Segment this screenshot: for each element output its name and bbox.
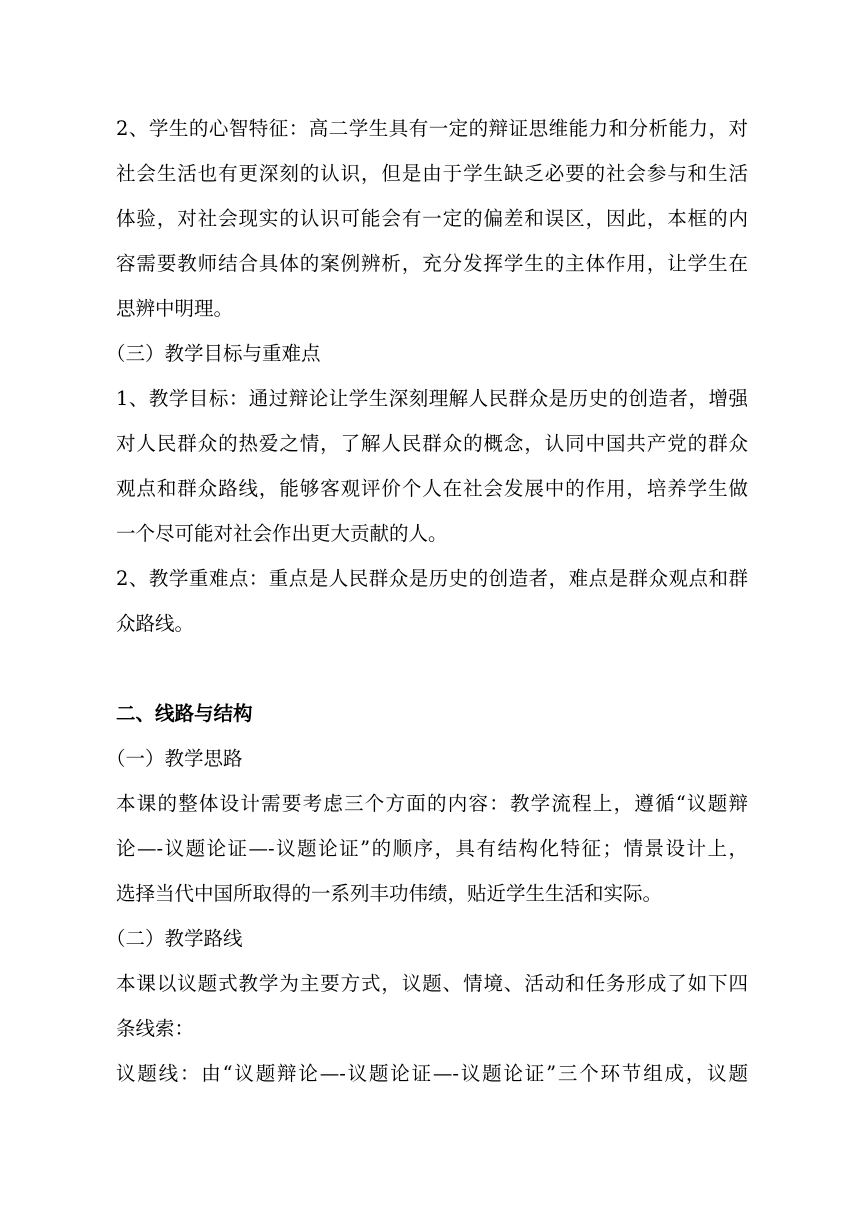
- paragraph-line: 本课的整体设计需要考虑三个方面的内容：教学流程上，遵循“议题辩: [116, 792, 748, 815]
- section-heading: （一）教学思路: [106, 747, 243, 770]
- paragraph-line: 对人民群众的热爱之情，了解人民群众的概念，认同中国共产党的群众: [116, 432, 748, 455]
- paragraph-line: 一个尽可能对社会作出更大贡献的人。: [116, 522, 448, 545]
- paragraph-line: 1、教学目标：通过辩论让学生深刻理解人民群众是历史的创造者，增强: [116, 387, 748, 410]
- chapter-heading: 二、线路与结构: [116, 702, 253, 725]
- paragraph-line: 2、学生的心智特征：高二学生具有一定的辩证思维能力和分析能力，对: [116, 117, 748, 140]
- section-heading: （二）教学路线: [106, 927, 243, 950]
- paragraph-line: 本课以议题式教学为主要方式，议题、情境、活动和任务形成了如下四: [116, 972, 748, 995]
- paragraph-line: 条线索：: [116, 1017, 195, 1040]
- paragraph-line: 众路线。: [116, 612, 195, 635]
- paragraph-line: 体验，对社会现实的认识可能会有一定的偏差和误区，因此，本框的内: [116, 207, 748, 230]
- paragraph-line: 2、教学重难点：重点是人民群众是历史的创造者，难点是群众观点和群: [116, 567, 748, 590]
- paragraph-line: 议题线：由“议题辩论—-议题论证—-议题论证”三个环节组成，议题: [116, 1062, 748, 1085]
- paragraph-line: 选择当代中国所取得的一系列丰功伟绩，贴近学生生活和实际。: [116, 882, 663, 905]
- section-heading: （三）教学目标与重难点: [106, 342, 321, 365]
- paragraph-line: 观点和群众路线，能够客观评价个人在社会发展中的作用，培养学生做: [116, 477, 748, 500]
- paragraph-line: 社会生活也有更深刻的认识，但是由于学生缺乏必要的社会参与和生活: [116, 162, 748, 185]
- paragraph-line: 思辨中明理。: [116, 297, 234, 320]
- paragraph-line: 论—-议题论证—-议题论证”的顺序，具有结构化特征；情景设计上，: [116, 837, 748, 860]
- paragraph-line: 容需要教师结合具体的案例辨析，充分发挥学生的主体作用，让学生在: [116, 252, 748, 275]
